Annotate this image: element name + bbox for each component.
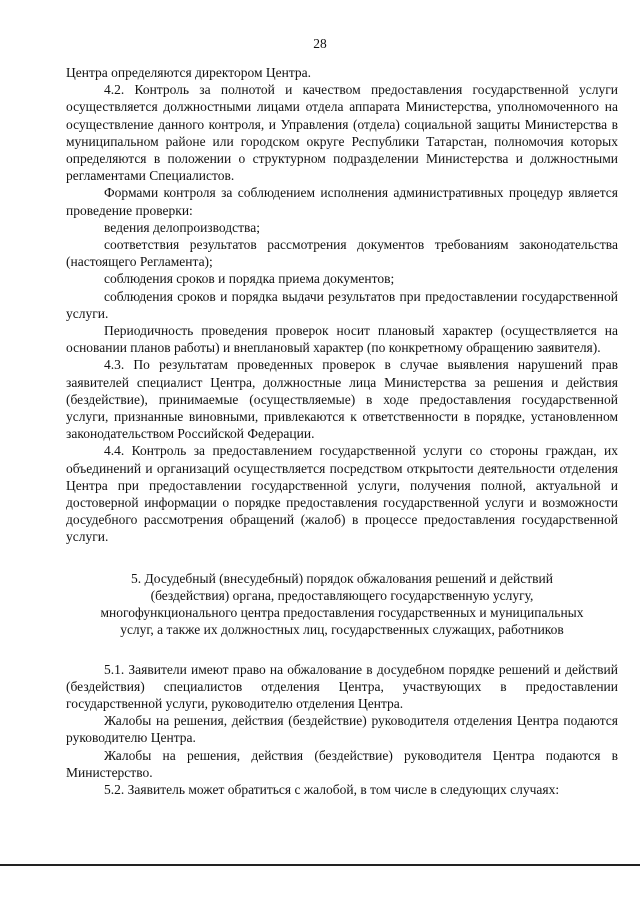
paragraph: 5.2. Заявитель может обратиться с жалобой, в том числе в следующих случаях: [104, 781, 560, 797]
heading-line: (бездействия) органа, предоставляющего государственную услугу, [150, 587, 534, 603]
paragraph: 4.4. Контроль за предоставлением государственной услуги со стороны граждан, их объединений и организаций осуществляется посредством открытости деятельности отделения Центра при предоставлении государственной услуги, получения полной, актуальной и достоверной информации о порядке предоставления государственной услуги и возможности досудебного рассмотрения обращений (жалоб) в процессе предоставления государственной услуги. [66, 443, 618, 545]
scan-bottom-edge [0, 864, 640, 866]
paragraph: соблюдения сроков и порядка приема документов; [104, 271, 395, 287]
section-5-text [66, 661, 618, 799]
heading-line: услуг, а также их должностных лиц, государственных служащих, работников [120, 622, 564, 638]
heading-line: 5. Досудебный (внесудебный) порядок обжалования решений и действий [131, 570, 553, 586]
paragraph: ведения делопроизводства; [104, 219, 260, 235]
paragraph: Центра определяются директором Центра. [66, 65, 312, 80]
paragraph: 5.1. Заявители имеют право на обжалование в досудебном порядке решений и действий (бездействия) специалистов отделения Центра, участвующих в предоставлении государственной услуги, руководителю отделения Центра. [66, 661, 618, 711]
document-body [66, 64, 618, 798]
heading-line: многофункционального центра предоставления государственных и муниципальных [100, 605, 584, 621]
paragraph: Жалобы на решения, действия (бездействие) руководителя отделения Центра подаются руководителю Центра. [66, 713, 618, 746]
paragraph: соответствия результатов рассмотрения документов требованиям законодательства (настоящего Регламента); [66, 237, 618, 270]
paragraph: Периодичность проведения проверок носит плановый характер (осуществляется на основании планов работы) и внеплановый характер (по конкретному обращению заявителя). [66, 323, 618, 356]
paragraph: 4.3. По результатам проведенных проверок в случае выявления нарушений прав заявителей специалист Центра, должностные лица Министерства за решения и действия (бездействие), принимаемые (осуществляемые) в ходе предоставления государственной услуги, признанные виновными, привлекаются к ответственности в порядке, установленном законодательством Российской Федерации. [66, 357, 618, 442]
section-5-heading [66, 570, 618, 639]
paragraph: Жалобы на решения, действия (бездействие) руководителя Центра подаются в Министерство. [66, 747, 618, 780]
section-4-text [66, 64, 618, 546]
paragraph: соблюдения сроков и порядка выдачи результатов при предоставлении государственной услуги. [66, 288, 618, 321]
paragraph: Формами контроля за соблюдением исполнения административных процедур является проведение проверки: [66, 185, 618, 218]
page-number: 28 [313, 36, 327, 51]
paragraph: 4.2. Контроль за полнотой и качеством предоставления государственной услуги осуществляется должностными лицами отдела аппарата Министерства, уполномоченного на осуществление данного контроля, и Управления (отдела) социальной защиты Министерства в муниципальном районе или городском округе Республики Татарстан, полномочия которых определяются в положении о структурном подразделении Министерства и должностными регламентами Специалистов. [66, 82, 618, 184]
